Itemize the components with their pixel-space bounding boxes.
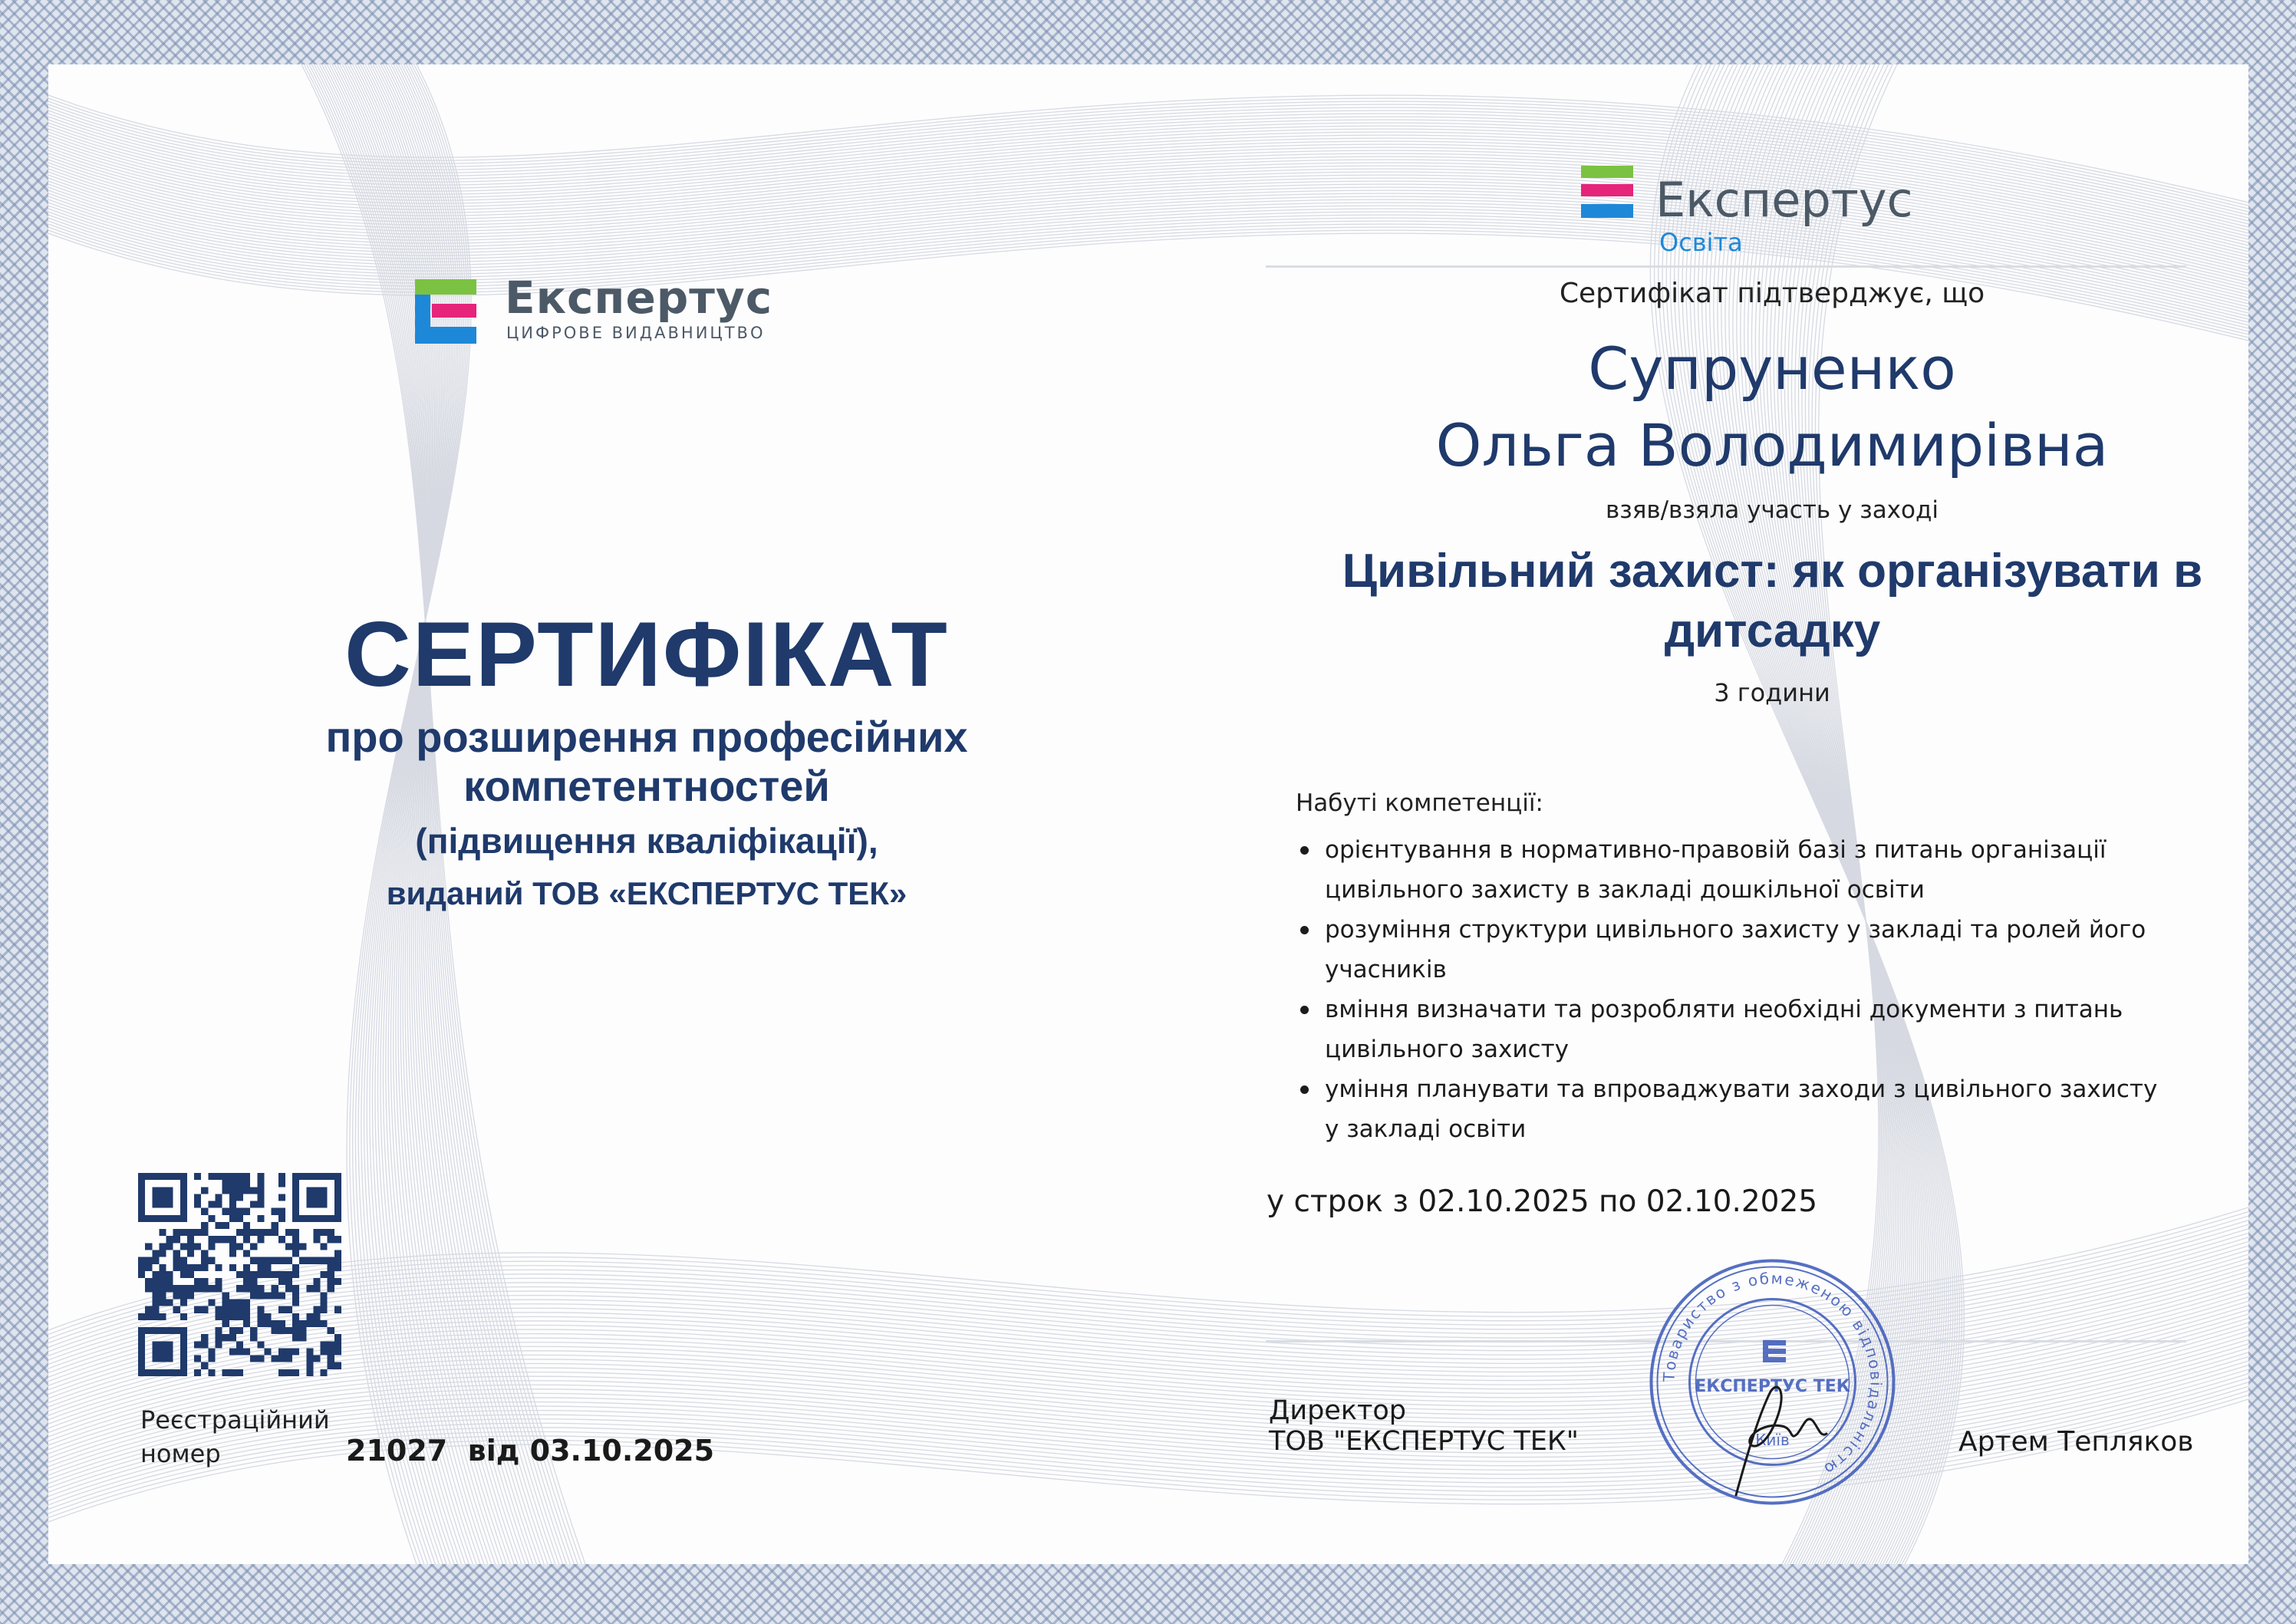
confirmation-text: Сертифікат підтверджує, що [1559,278,1985,309]
certificate-subtitle [163,713,1130,811]
expertus-logo-mark-right [1581,166,1633,218]
subtitle-line-2: компетентностей [463,762,830,810]
logo-left-subtitle: ЦИФРОВЕ ВИДАВНИЦТВО [506,324,766,342]
stamp-city: Київ [1755,1431,1790,1449]
stamp-center-text: ЕКСПЕРТУС ТЕК [1695,1377,1850,1396]
director-title-line-1: Директор [1269,1395,1406,1426]
logo-right-name: Експертус [1655,172,1913,228]
course-period: у строк з 02.10.2025 по 02.10.2025 [1267,1184,1818,1219]
certificate-title: СЕРТИФІКАТ [344,603,949,706]
competencies-heading: Набуті компетенції: [1296,789,1543,817]
stamp-ring-text: Товариство з обмеженою відповідальністю [1659,1269,1886,1480]
recipient-given-names: Ольга Володимирівна [1435,411,2109,479]
participation-text: взяв/взяла участь у заході [1605,496,1939,524]
competency-text: розуміння структури цивільного захисту у закладі та ролей його учасників [1325,916,2146,983]
expertus-logo-mark-left [415,279,476,344]
logo-left-name: Експертус [505,272,773,324]
competency-item [1296,830,2178,910]
director-title-line-2: ТОВ "ЕКСПЕРТУС ТЕК" [1269,1426,1579,1457]
certificate-paper [48,64,2248,1564]
bullet-icon [1300,846,1309,855]
registration-label [140,1403,330,1471]
bullet-icon [1300,1085,1309,1094]
subtitle-line-1: про розширення професійних [325,713,968,761]
registration-label-line-2: номер [140,1439,221,1468]
qualification-note: (підвищення кваліфікації), [415,821,878,861]
competency-text: уміння планувати та впроваджувати заходи з цивільного захисту у закладі освіти [1325,1076,2158,1143]
director-signature [1705,1361,1843,1499]
registration-label-line-1: Реєстраційний [140,1405,330,1435]
bullet-icon [1300,1006,1309,1014]
course-hours: 3 години [1714,678,1830,707]
competency-item [1296,910,2178,990]
competency-item [1296,1069,2178,1149]
competency-text: вміння визначати та розробляти необхідні документи з питань цивільного захисту [1325,996,2123,1063]
qr-code [138,1173,341,1376]
registration-number: 21027 від 03.10.2025 [346,1434,715,1468]
issuer-line: виданий ТОВ «ЕКСПЕРТУС ТЕК» [386,875,908,911]
course-title: Цивільний захист: як організувати в дитсадку [1342,545,2203,657]
competency-item [1296,990,2178,1069]
header-divider [1266,265,2186,268]
recipient-surname: Супруненко [1588,334,1956,403]
logo-right-subtitle: Освіта [1659,228,1743,257]
competencies-list [1296,830,2178,1149]
bullet-icon [1300,926,1309,934]
competency-text: орієнтування в нормативно-правовій базі з питань організації цивільного захисту в закладі дошкільної освіти [1325,836,2107,904]
director-name: Артем Тепляков [1958,1426,2194,1458]
